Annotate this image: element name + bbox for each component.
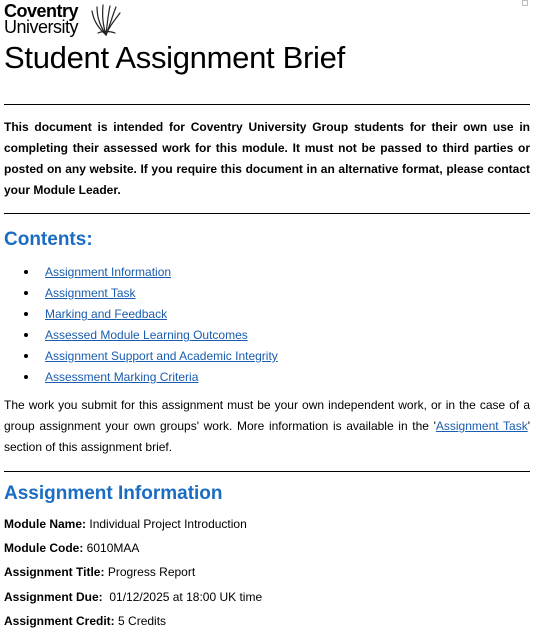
document-title: Student Assignment Brief xyxy=(4,40,345,75)
contents-heading: Contents: xyxy=(4,229,93,250)
link-support-academic-integrity[interactable]: Assignment Support and Academic Integrity xyxy=(45,349,278,363)
field-module-name: Module Name: Individual Project Introduction xyxy=(4,517,247,531)
contents-item xyxy=(4,262,278,283)
bullet-icon xyxy=(24,312,28,316)
bullet-icon xyxy=(24,270,28,274)
contents-item xyxy=(4,346,278,367)
bullet-icon xyxy=(24,375,28,379)
page-corner-marker xyxy=(522,0,528,6)
coventry-university-logo xyxy=(4,3,134,39)
bullet-icon xyxy=(24,333,28,337)
field-assignment-due: Assignment Due: 01/12/2025 at 18:00 UK time xyxy=(4,589,263,604)
link-marking-criteria[interactable]: Assessment Marking Criteria xyxy=(45,370,199,384)
field-assignment-title: Assignment Title: Progress Report xyxy=(4,565,196,580)
bullet-icon xyxy=(24,291,28,295)
contents-item xyxy=(4,367,278,388)
confidentiality-notice: This document is intended for Coventry University Group students for their own use in completing their assessed work for this module. It must not be passed to third parties or posted on any website. If you require this document in an alternative format, please contact your Module Leader. xyxy=(4,120,530,197)
link-assignment-information[interactable]: Assignment Information xyxy=(45,265,172,279)
field-assignment-credit: Assignment Credit: 5 Credits xyxy=(4,613,167,628)
logo-line-1: Coventry xyxy=(4,1,79,21)
divider xyxy=(4,104,530,105)
contents-item xyxy=(4,283,278,304)
contents-item xyxy=(4,325,278,346)
logo-line-2: University xyxy=(4,17,79,37)
assignment-information-heading: Assignment Information xyxy=(4,483,223,504)
link-assignment-task-inline[interactable]: Assignment Task xyxy=(435,419,528,433)
link-learning-outcomes[interactable]: Assessed Module Learning Outcomes xyxy=(45,328,248,342)
independent-work-paragraph: The work you submit for this assignment must be your own independent work, or in the case of a group assignment your own groups' work. More information is available in the 'Assignment Task' section of this assignment brief. xyxy=(4,398,530,454)
divider xyxy=(4,213,530,214)
bullet-icon xyxy=(24,354,28,358)
field-module-code: Module Code: 6010MAA xyxy=(4,541,140,556)
divider xyxy=(4,471,530,472)
link-marking-and-feedback[interactable]: Marking and Feedback xyxy=(45,307,168,321)
contents-item xyxy=(4,304,278,325)
link-assignment-task[interactable]: Assignment Task xyxy=(45,286,136,300)
assignment-fields xyxy=(4,514,530,635)
phoenix-icon xyxy=(88,3,124,37)
contents-list xyxy=(4,262,278,388)
